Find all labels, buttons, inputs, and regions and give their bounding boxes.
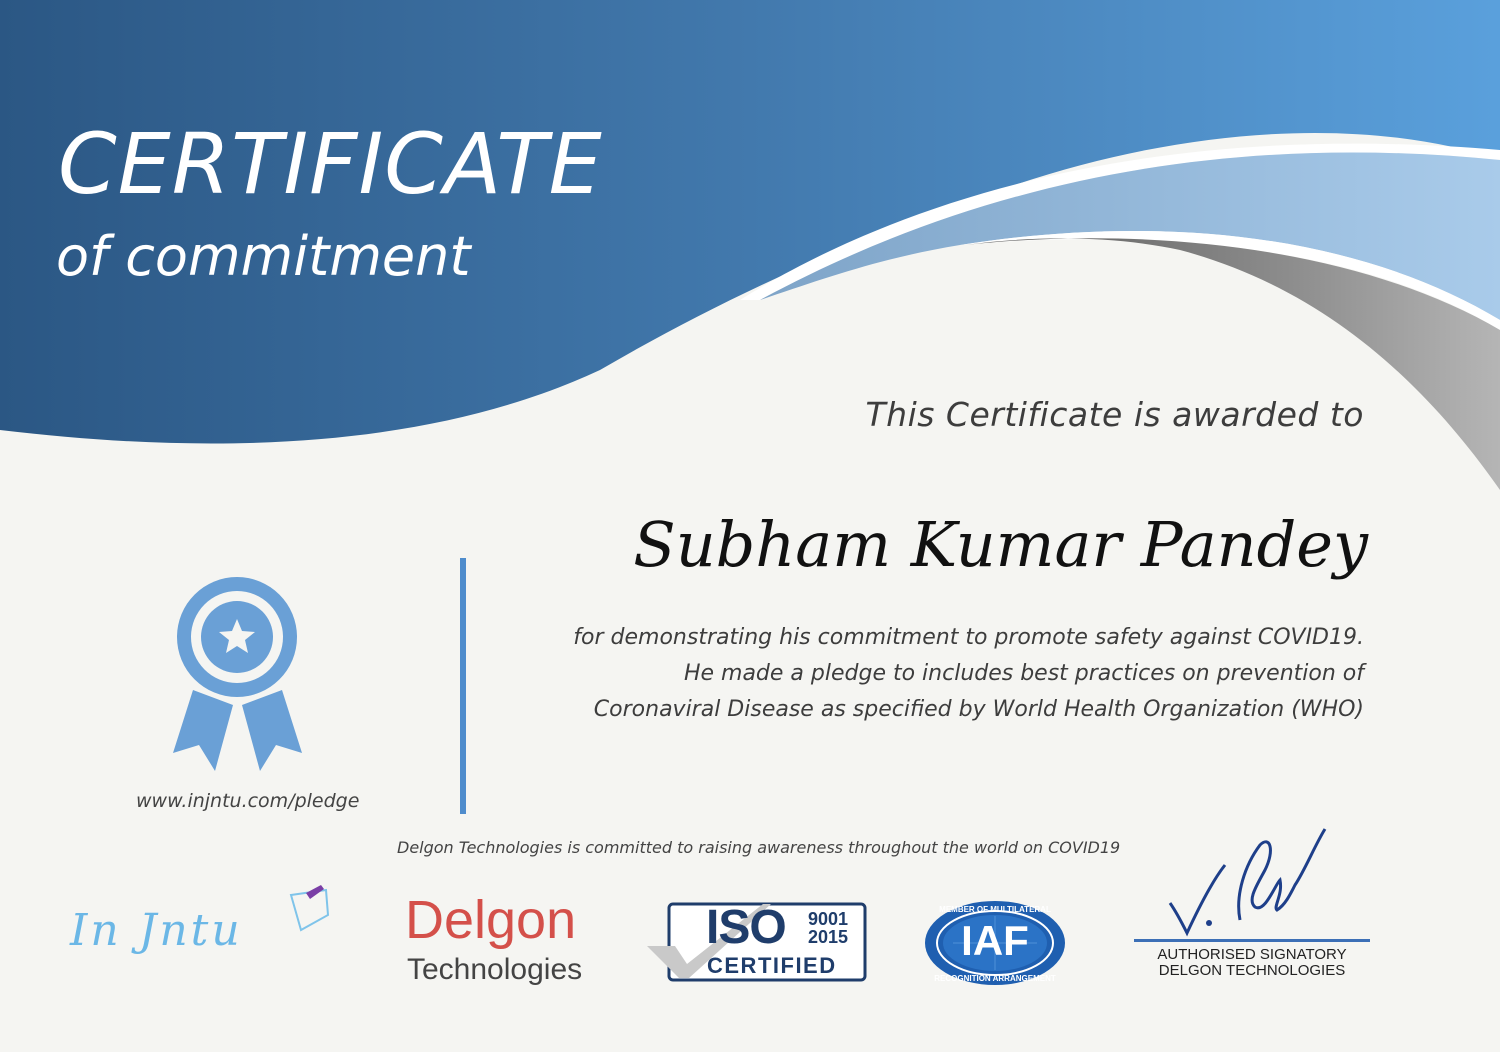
iso-certified-label: CERTIFIED [707, 953, 837, 978]
certificate-title: CERTIFICATE [58, 115, 603, 213]
iaf-ring-bottom-text: RECOGNITION ARRANGEMENT [934, 974, 1056, 983]
injntu-logo-text: In Jntu [70, 905, 243, 956]
awarded-to-label: This Certificate is awarded to [865, 395, 1364, 434]
description-line: for demonstrating his commitment to promote safety against COVID19. [573, 625, 1364, 650]
signature-line [1134, 939, 1370, 942]
iaf-logo-text: IAF [961, 917, 1029, 964]
certificate-subtitle: of commitment [56, 225, 471, 288]
signatory-label [1134, 947, 1370, 979]
delgon-logo-name: Delgon [405, 890, 577, 950]
footer-note: Delgon Technologies is committed to raising awareness throughout the world on COVID19 [397, 838, 1121, 857]
award-ribbon-icon [165, 575, 310, 775]
iso-standard-numbers [808, 910, 858, 946]
iaf-ring-top-text: MEMBER OF MULTILATERAL [939, 905, 1051, 914]
delgon-logo-subtitle: Technologies [407, 953, 583, 986]
recipient-name: Subham Kumar Pandey [633, 508, 1368, 581]
iso-logo-text: ISO [706, 901, 786, 954]
pledge-url[interactable]: www.injntu.com/pledge [136, 790, 360, 812]
iso-year-2: 2015 [808, 927, 849, 947]
signatory-company: DELGON TECHNOLOGIES [1158, 962, 1346, 979]
iso-year-1: 9001 [808, 909, 849, 929]
signature [1165, 825, 1335, 940]
description-line: Coronaviral Disease as specified by World Health Organization (WHO) [593, 697, 1364, 722]
vertical-divider [460, 558, 466, 814]
signatory-title: AUTHORISED SIGNATORY [1157, 946, 1347, 963]
description-line: He made a pledge to includes best practices on prevention of [683, 661, 1364, 686]
award-description [464, 620, 1364, 728]
